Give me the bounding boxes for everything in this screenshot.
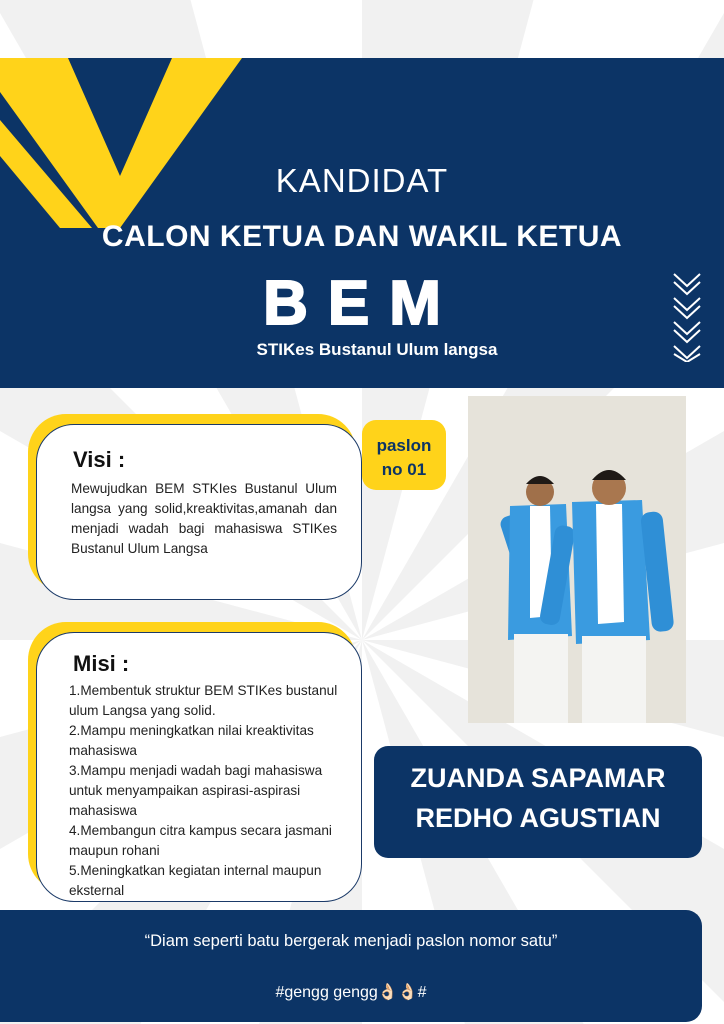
hashtag-text: #gengg gengg👌🏻👌🏻# [275,984,427,1001]
paslon-number: no 01 [381,460,427,479]
title-kandidat: KANDIDAT [275,162,449,199]
slogan-quote: “Diam seperti batu bergerak menjadi paslon nomor satu” [144,932,558,950]
misi-item: 5.Meningkatkan kegiatan internal maupun eksternal [69,863,322,898]
misi-item: 1.Membentuk struktur BEM STIKes bustanul ulum Langsa yang solid. [69,683,338,718]
misi-card [36,632,362,902]
misi-list [69,681,349,901]
misi-heading: Misi : [73,651,130,676]
candidates-photo [468,396,686,723]
misi-item: 4.Membangun citra kampus secara jasmani maupun rohani [69,823,332,858]
yellow-chevron-decoration [0,58,260,228]
visi-text: Mewujudkan BEM STKIes Bustanul Ulum langsa yang solid,kreaktivitas,amanah dan menjadi wadah bagi mahasiswa STIKes Bustanul Ulum Langsa [71,481,337,556]
institution-subtitle: STIKes Bustanul Ulum langsa [256,340,498,359]
misi-item: 2.Mampu meningkatkan nilai kreaktivitas mahasiswa [69,723,314,758]
candidate-names-box [374,746,702,858]
visi-card [36,424,362,600]
misi-item: 3.Mampu menjadi wadah bagi mahasiswa untuk menyampaikan aspirasi-aspirasi mahasiswa [69,763,323,818]
paslon-badge [362,420,446,490]
header-banner [0,58,724,388]
paslon-label: paslon [376,436,432,455]
candidate-name-1: ZUANDA SAPAMAR [410,763,666,793]
candidate-name-2: REDHO AGUSTIAN [415,803,661,833]
footer-banner [0,910,702,1022]
visi-heading: Visi : [73,447,126,472]
title-bem: BEM [263,269,461,338]
stacked-chevrons-down-icon [672,272,702,362]
title-calon: CALON KETUA DAN WAKIL KETUA [101,220,623,253]
